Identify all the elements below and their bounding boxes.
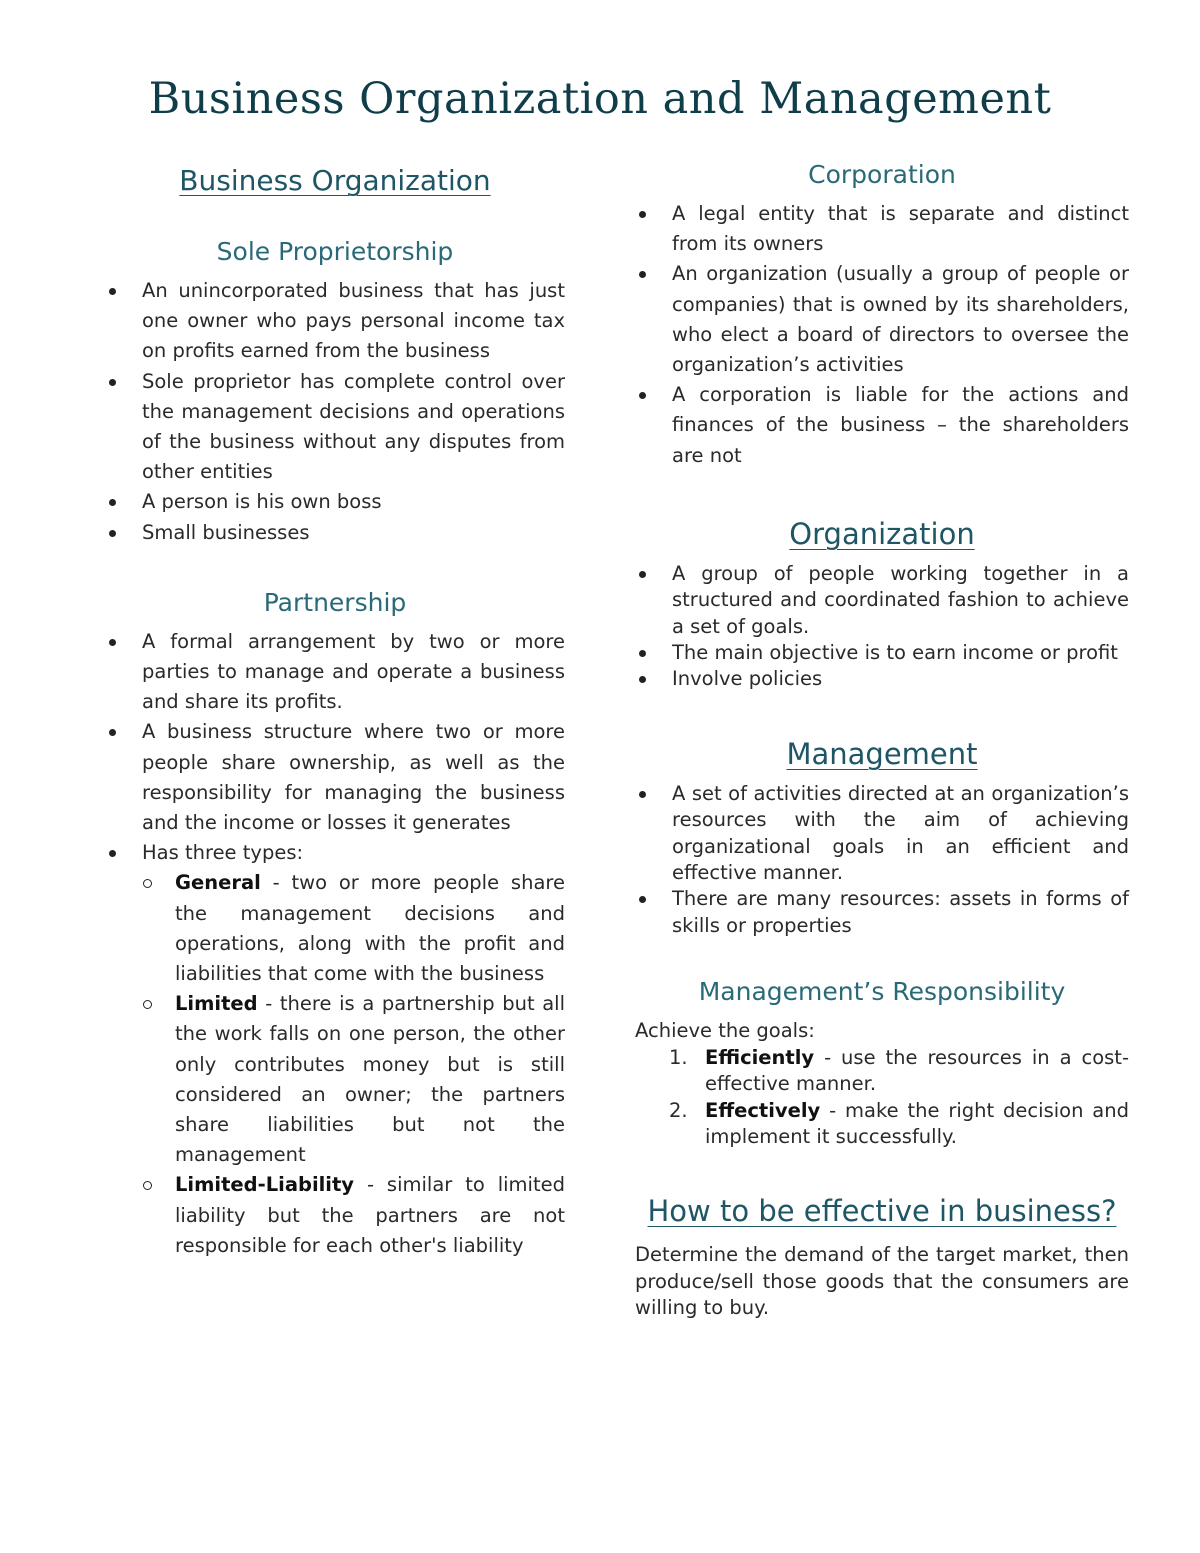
list-item: A formal arrangement by two or more parties to manage and operate a business and share its profits. bbox=[105, 627, 565, 718]
left-column bbox=[105, 160, 565, 1261]
type-term: Limited-Liability bbox=[175, 1173, 355, 1197]
type-description: - there is a partnership but all the work falls on one person, the other only contributes money but is still considered an owner; the partners share liabilities but not the management bbox=[175, 992, 565, 1167]
list-item: A corporation is liable for the actions and finances of the business – the shareholders are not bbox=[635, 380, 1129, 471]
list-item: Small businesses bbox=[105, 518, 565, 548]
list-item: An organization (usually a group of people or companies) that is owned by its shareholders, who elect a board of directors to oversee the organization’s activities bbox=[635, 259, 1129, 380]
sole-proprietorship-heading: Sole Proprietorship bbox=[216, 237, 454, 266]
list-item bbox=[635, 1098, 1129, 1151]
partnership-heading: Partnership bbox=[263, 587, 407, 617]
type-term: Limited bbox=[175, 992, 258, 1016]
item-term: Effectively bbox=[705, 1098, 821, 1122]
management-list bbox=[635, 781, 1129, 939]
partnership-list bbox=[105, 627, 565, 1261]
list-item: A set of activities directed at an organization’s resources with the aim of achieving organizational goals in an efficient and effective manner. bbox=[635, 781, 1129, 887]
list-item: A group of people working together in a structured and coordinated fashion to achieve a set of goals. bbox=[635, 561, 1129, 640]
item-description: - use the resources in a cost-effective manner. bbox=[705, 1045, 1129, 1096]
effective-business-heading: How to be effective in business? bbox=[647, 1194, 1117, 1229]
page-title: Business Organization and Management bbox=[148, 74, 1052, 124]
type-term: General bbox=[175, 871, 261, 895]
partnership-types-list bbox=[105, 868, 565, 1261]
organization-list bbox=[635, 561, 1129, 693]
responsibility-list bbox=[635, 1045, 1129, 1151]
item-term: Efficiently bbox=[705, 1045, 815, 1069]
item-description: - make the right decision and implement it successfully. bbox=[705, 1098, 1129, 1148]
list-item: An unincorporated business that has just one owner who pays personal income tax on profits earned from the business bbox=[105, 276, 565, 367]
type-description: - two or more people share the management decisions and operations, along with the profit and liabilities that come with the business bbox=[175, 871, 565, 986]
item-number: 2. bbox=[669, 1098, 688, 1122]
list-item bbox=[635, 1045, 1129, 1098]
corporation-list bbox=[635, 199, 1129, 471]
sole-proprietorship-list bbox=[105, 276, 565, 548]
list-item-text: Has three types: bbox=[142, 841, 304, 865]
partnership-type-limited bbox=[105, 989, 565, 1170]
corporation-heading: Corporation bbox=[808, 160, 956, 189]
management-heading: Management bbox=[786, 736, 978, 771]
list-item bbox=[105, 838, 565, 1261]
list-item: A person is his own boss bbox=[105, 487, 565, 517]
list-item: The main objective is to earn income or profit bbox=[635, 640, 1129, 666]
partnership-type-general bbox=[105, 868, 565, 989]
list-item: Involve policies bbox=[635, 666, 1129, 692]
responsibility-intro: Achieve the goals: bbox=[635, 1019, 815, 1043]
list-item: Sole proprietor has complete control over the management decisions and operations of the business without any disputes from other entities bbox=[105, 367, 565, 488]
business-organization-heading: Business Organization bbox=[179, 164, 491, 197]
management-responsibility-heading: Management’s Responsibility bbox=[698, 977, 1066, 1007]
list-item: A legal entity that is separate and distinct from its owners bbox=[635, 199, 1129, 259]
list-item: A business structure where two or more people share ownership, as well as the responsibility for managing the business and the income or losses it generates bbox=[105, 717, 565, 838]
item-number: 1. bbox=[669, 1045, 688, 1069]
organization-heading: Organization bbox=[789, 516, 975, 551]
list-item: There are many resources: assets in forms of skills or properties bbox=[635, 886, 1129, 939]
right-column bbox=[635, 160, 1129, 1322]
type-description: - similar to limited liability but the partners are not responsible for each other's liability bbox=[175, 1173, 565, 1257]
partnership-type-limited-liability bbox=[105, 1170, 565, 1261]
effective-business-text: Determine the demand of the target market, then produce/sell those goods that the consumers are willing to buy. bbox=[635, 1243, 1129, 1320]
